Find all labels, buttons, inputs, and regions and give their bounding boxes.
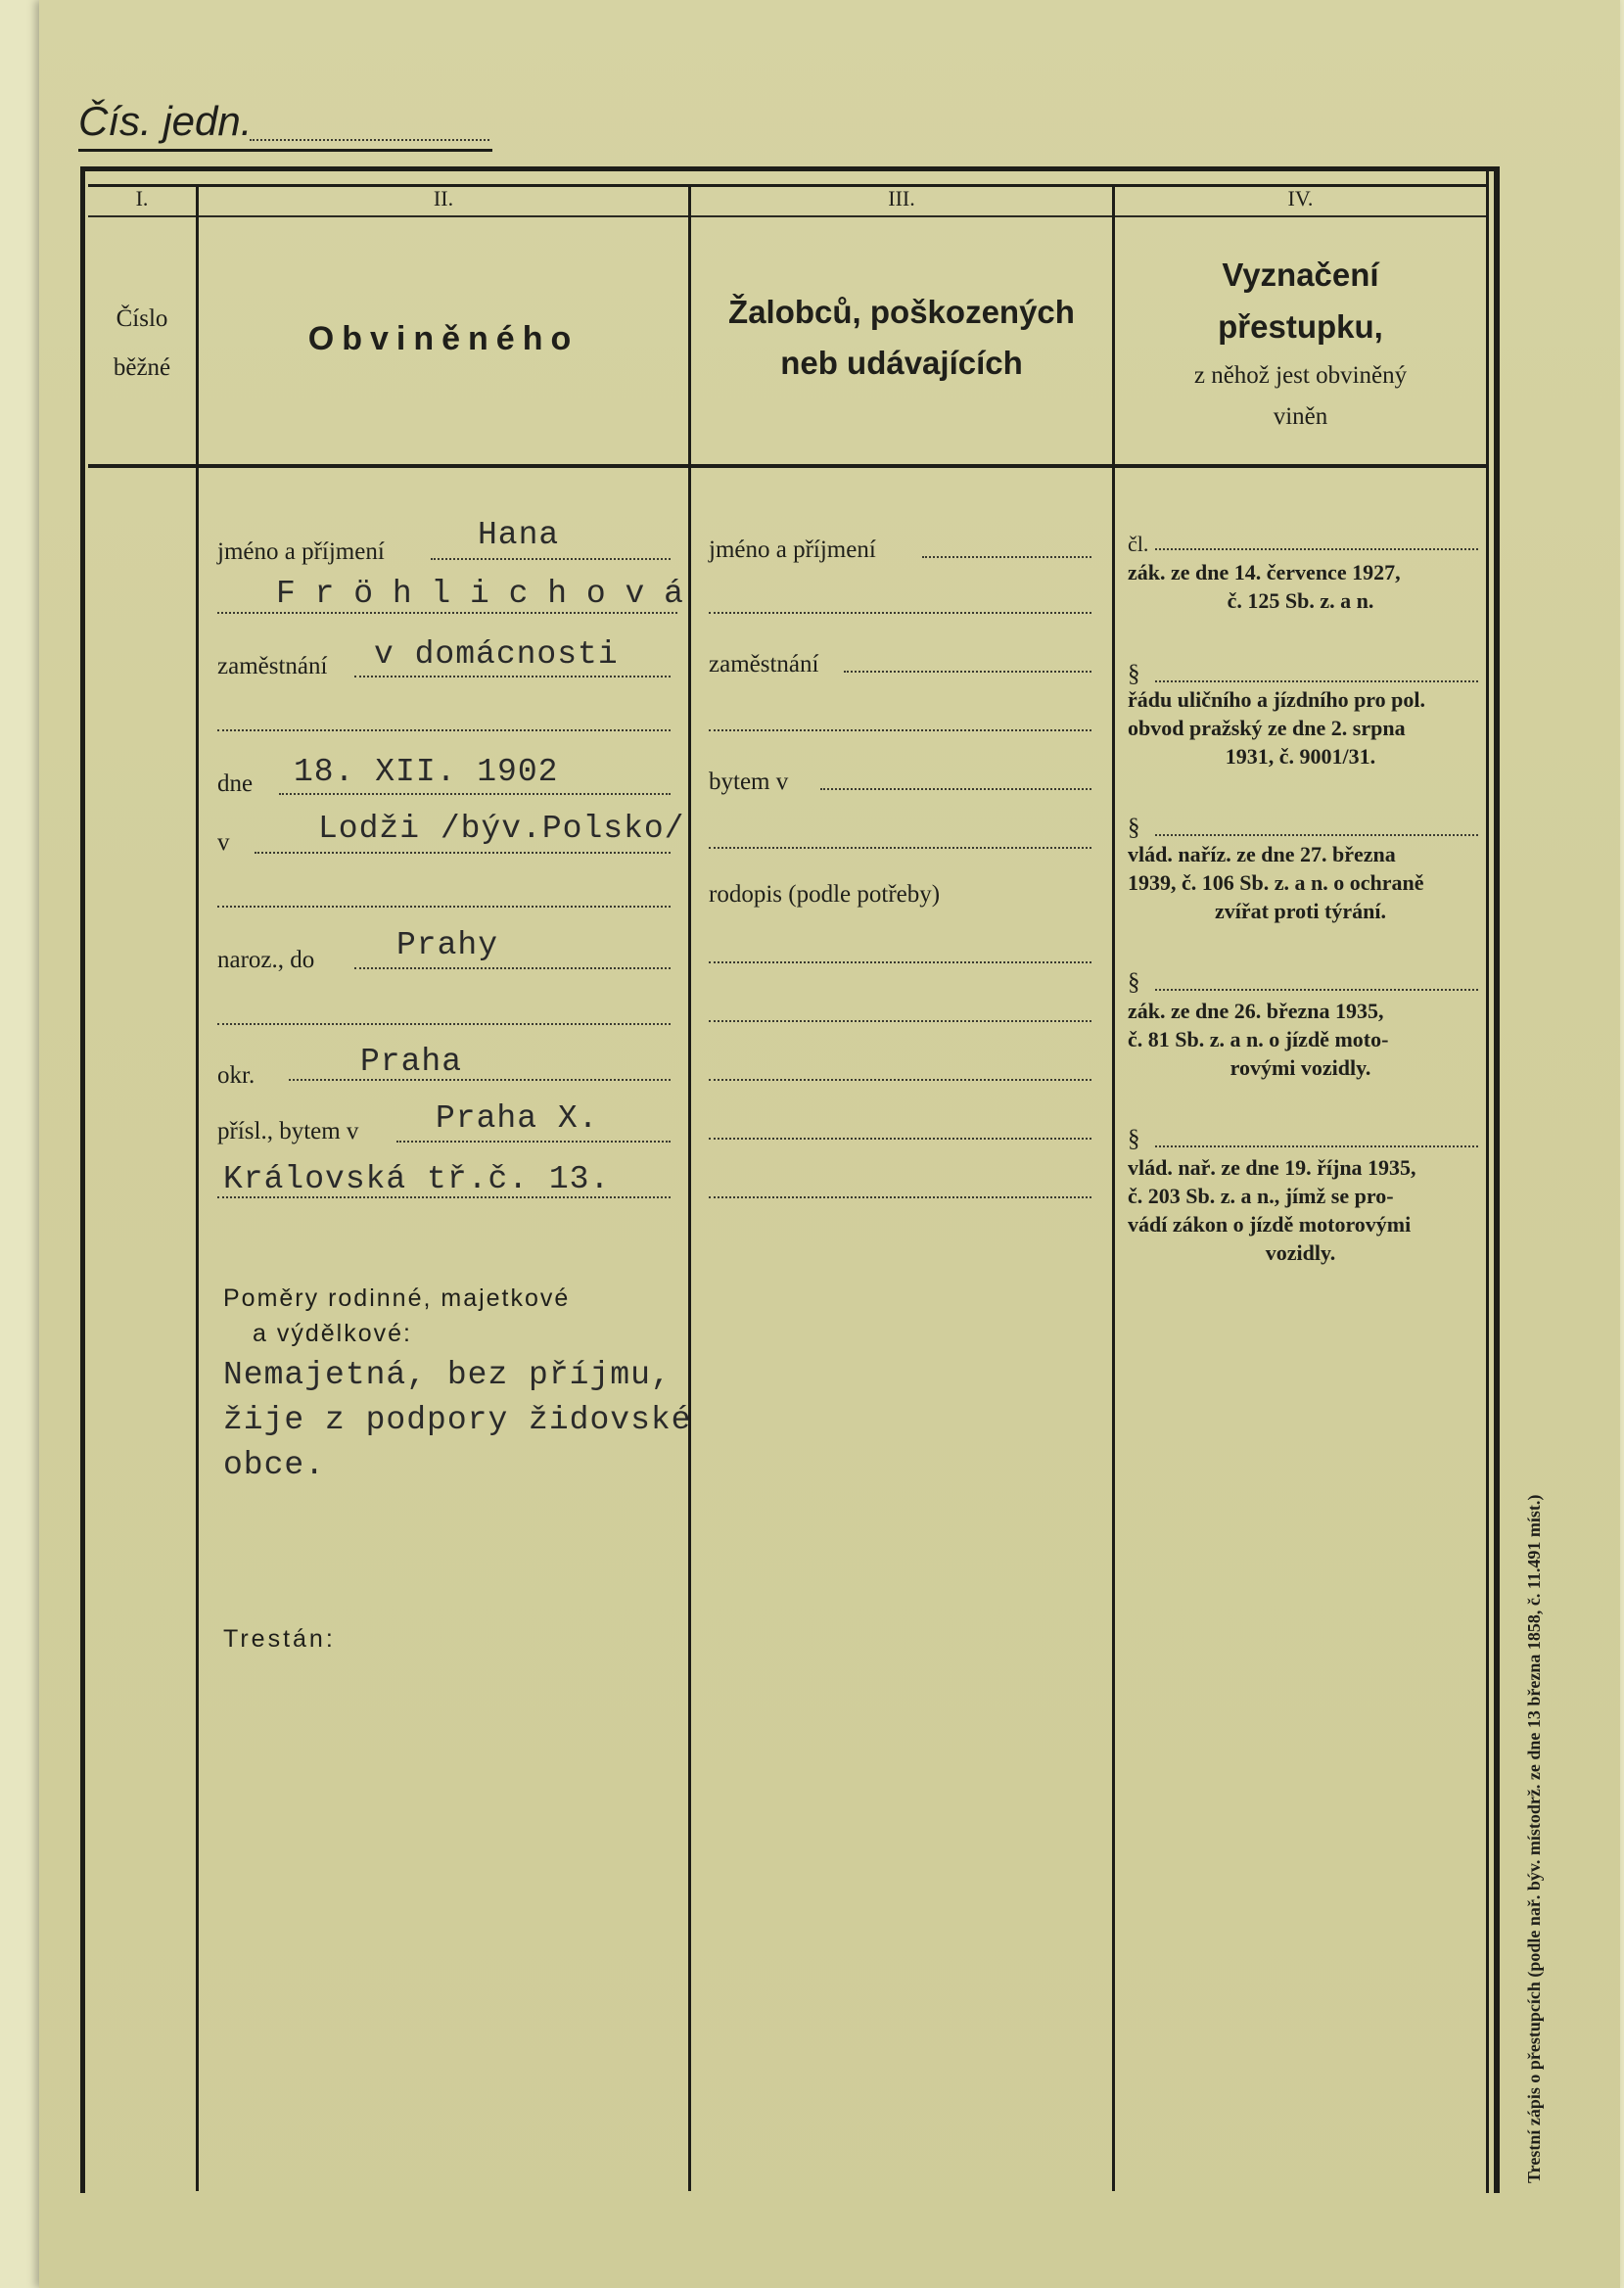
accused-occupation-field[interactable] — [354, 676, 671, 677]
circumstances-line1: Nemajetná, bez příjmu, — [223, 1357, 672, 1393]
law5-line4: vozidly. — [1265, 1240, 1336, 1265]
accused-occupation-label: zaměstnání — [217, 653, 328, 679]
accused-dob-field[interactable] — [279, 793, 671, 795]
col-3-title-line2: neb udávajících — [780, 345, 1023, 381]
complainant-residence-field[interactable] — [820, 788, 1091, 790]
law5-line3: vádí zákon o jízdě motorovými — [1128, 1212, 1412, 1237]
accused-surname-field[interactable] — [217, 612, 677, 614]
law4-line2: č. 81 Sb. z. a n. o jízdě moto- — [1128, 1027, 1389, 1051]
complainant-occupation-label: zaměstnání — [709, 651, 819, 677]
col-3-title-line1: Žalobců, poškozených — [728, 294, 1075, 330]
law2-line3: 1931, č. 9001/31. — [1225, 744, 1376, 769]
accused-birthplace-field-2[interactable] — [217, 906, 671, 908]
complainant-name-field[interactable] — [922, 556, 1091, 558]
col-divider-1 — [196, 184, 199, 2191]
col-1-numeral: I. — [135, 186, 149, 210]
accused-surname: F r ö h l i c h o v á — [276, 576, 683, 612]
accused-arrival-field-2[interactable] — [217, 1023, 671, 1025]
col-4-title-line4: viněn — [1273, 403, 1328, 430]
ref-label: Čís. jedn. — [78, 98, 253, 144]
accused-residence-line1: Praha X. — [436, 1100, 599, 1137]
accused-residence-line2: Královská tř.č. 13. — [223, 1161, 611, 1197]
accused-name-label: jméno a příjmení — [217, 538, 385, 565]
law4-line3: rovými vozidly. — [1230, 1055, 1371, 1080]
biography-line-2[interactable] — [709, 1020, 1091, 1022]
accused-district-field[interactable] — [289, 1079, 671, 1081]
table-left-border — [80, 166, 85, 2193]
offence-cl-label: čl. — [1128, 532, 1149, 556]
accused-dob-label: dne — [217, 770, 254, 797]
biography-line-5[interactable] — [709, 1196, 1091, 1198]
accused-first-name: Hana — [478, 517, 560, 553]
law3-line2: 1939, č. 106 Sb. z. a n. o ochraně — [1128, 870, 1424, 895]
law5-line1: vlád. nař. ze dne 19. října 1935, — [1128, 1155, 1416, 1180]
accused-dob: 18. XII. 1902 — [294, 754, 559, 790]
col-2-title: Obviněného — [307, 320, 580, 357]
circumstances-label-line2: a výdělkové: — [253, 1320, 412, 1347]
par4-sign: § — [1128, 1126, 1140, 1152]
complainant-residence-field-2[interactable] — [709, 847, 1091, 849]
side-note: Trestní zápis o přestupcích (podle nař. býv. místodrž. ze dne 13 března 1858, č. 11.491 míst.) — [1524, 1494, 1544, 2183]
table-right-outer-border — [1494, 166, 1500, 2193]
accused-arrival-label: naroz., do — [217, 947, 315, 973]
accused-name-field[interactable] — [431, 558, 671, 560]
accused-arrival: Prahy — [396, 927, 499, 963]
offence-cl-field[interactable] — [1155, 548, 1478, 550]
accused-residence-field-2[interactable] — [217, 1196, 671, 1198]
par3-sign: § — [1128, 969, 1140, 996]
punished-label: Trestán: — [223, 1625, 336, 1653]
law3-line1: vlád. naříz. ze dne 27. března — [1128, 842, 1396, 866]
par4-field[interactable] — [1155, 1145, 1478, 1147]
accused-birthplace: Lodži /býv.Polsko/ — [318, 811, 685, 847]
biography-line-1[interactable] — [709, 961, 1091, 963]
complainant-occupation-field[interactable] — [844, 671, 1091, 673]
col-4-numeral: IV. — [1287, 186, 1314, 210]
circumstances-line3: obce. — [223, 1447, 326, 1483]
table-top-border — [80, 166, 1496, 171]
complainant-name-label: jméno a příjmení — [709, 537, 876, 563]
ref-underline — [78, 149, 492, 152]
complainant-residence-label: bytem v — [709, 769, 789, 795]
biography-line-3[interactable] — [709, 1079, 1091, 1081]
col-2-numeral: II. — [433, 186, 454, 210]
ref-field[interactable] — [250, 139, 489, 141]
col-4-title-line1: Vyznačení — [1222, 257, 1379, 293]
complainant-occupation-field-2[interactable] — [709, 729, 1091, 731]
biography-line-4[interactable] — [709, 1138, 1091, 1140]
par1-field[interactable] — [1155, 680, 1478, 682]
accused-arrival-field[interactable] — [354, 967, 671, 969]
accused-district: Praha — [360, 1044, 463, 1080]
col-1-title-line2: běžné — [113, 354, 171, 381]
par2-field[interactable] — [1155, 834, 1478, 836]
law3-line3: zvířat proti týrání. — [1215, 899, 1386, 923]
accused-occupation: v domácnosti — [374, 636, 619, 673]
col-divider-3 — [1112, 184, 1115, 2191]
accused-residence-field[interactable] — [396, 1141, 671, 1143]
accused-birthplace-field[interactable] — [255, 852, 671, 854]
law2-line1: řádu uličního a jízdního pro pol. — [1128, 687, 1426, 712]
circumstances-line2: žije z podpory židovské — [223, 1402, 692, 1438]
col-1-title-line1: Číslo — [116, 305, 168, 332]
par1-sign: § — [1128, 661, 1140, 687]
accused-occupation-field-2[interactable] — [217, 729, 671, 731]
col-3-numeral: III. — [888, 186, 915, 210]
col-divider-2 — [688, 184, 691, 2191]
par3-field[interactable] — [1155, 989, 1478, 991]
accused-district-label: okr. — [217, 1062, 255, 1089]
col-4-title-line2: přestupku, — [1218, 308, 1383, 345]
col-4-title-line3: z něhož jest obviněný — [1193, 362, 1408, 389]
header-row-divider — [88, 464, 1488, 468]
complainant-biography-label: rodopis (podle potřeby) — [709, 881, 941, 908]
accused-birthplace-label: v — [217, 829, 230, 856]
law4-line1: zák. ze dne 26. března 1935, — [1128, 999, 1384, 1023]
accused-residence-label: přísl., bytem v — [217, 1118, 359, 1144]
numeral-row-divider — [88, 215, 1488, 217]
law2-line2: obvod pražský ze dne 2. srpna — [1128, 716, 1406, 740]
law1-line1: zák. ze dne 14. července 1927, — [1128, 560, 1401, 584]
circumstances-label-line1: Poměry rodinné, majetkové — [223, 1284, 571, 1312]
law5-line2: č. 203 Sb. z. a n., jímž se pro- — [1128, 1184, 1394, 1208]
par2-sign: § — [1128, 815, 1140, 841]
law1-line2: č. 125 Sb. z. a n. — [1227, 588, 1374, 613]
complainant-name-field-2[interactable] — [709, 612, 1091, 614]
table-right-border — [1486, 166, 1489, 2193]
